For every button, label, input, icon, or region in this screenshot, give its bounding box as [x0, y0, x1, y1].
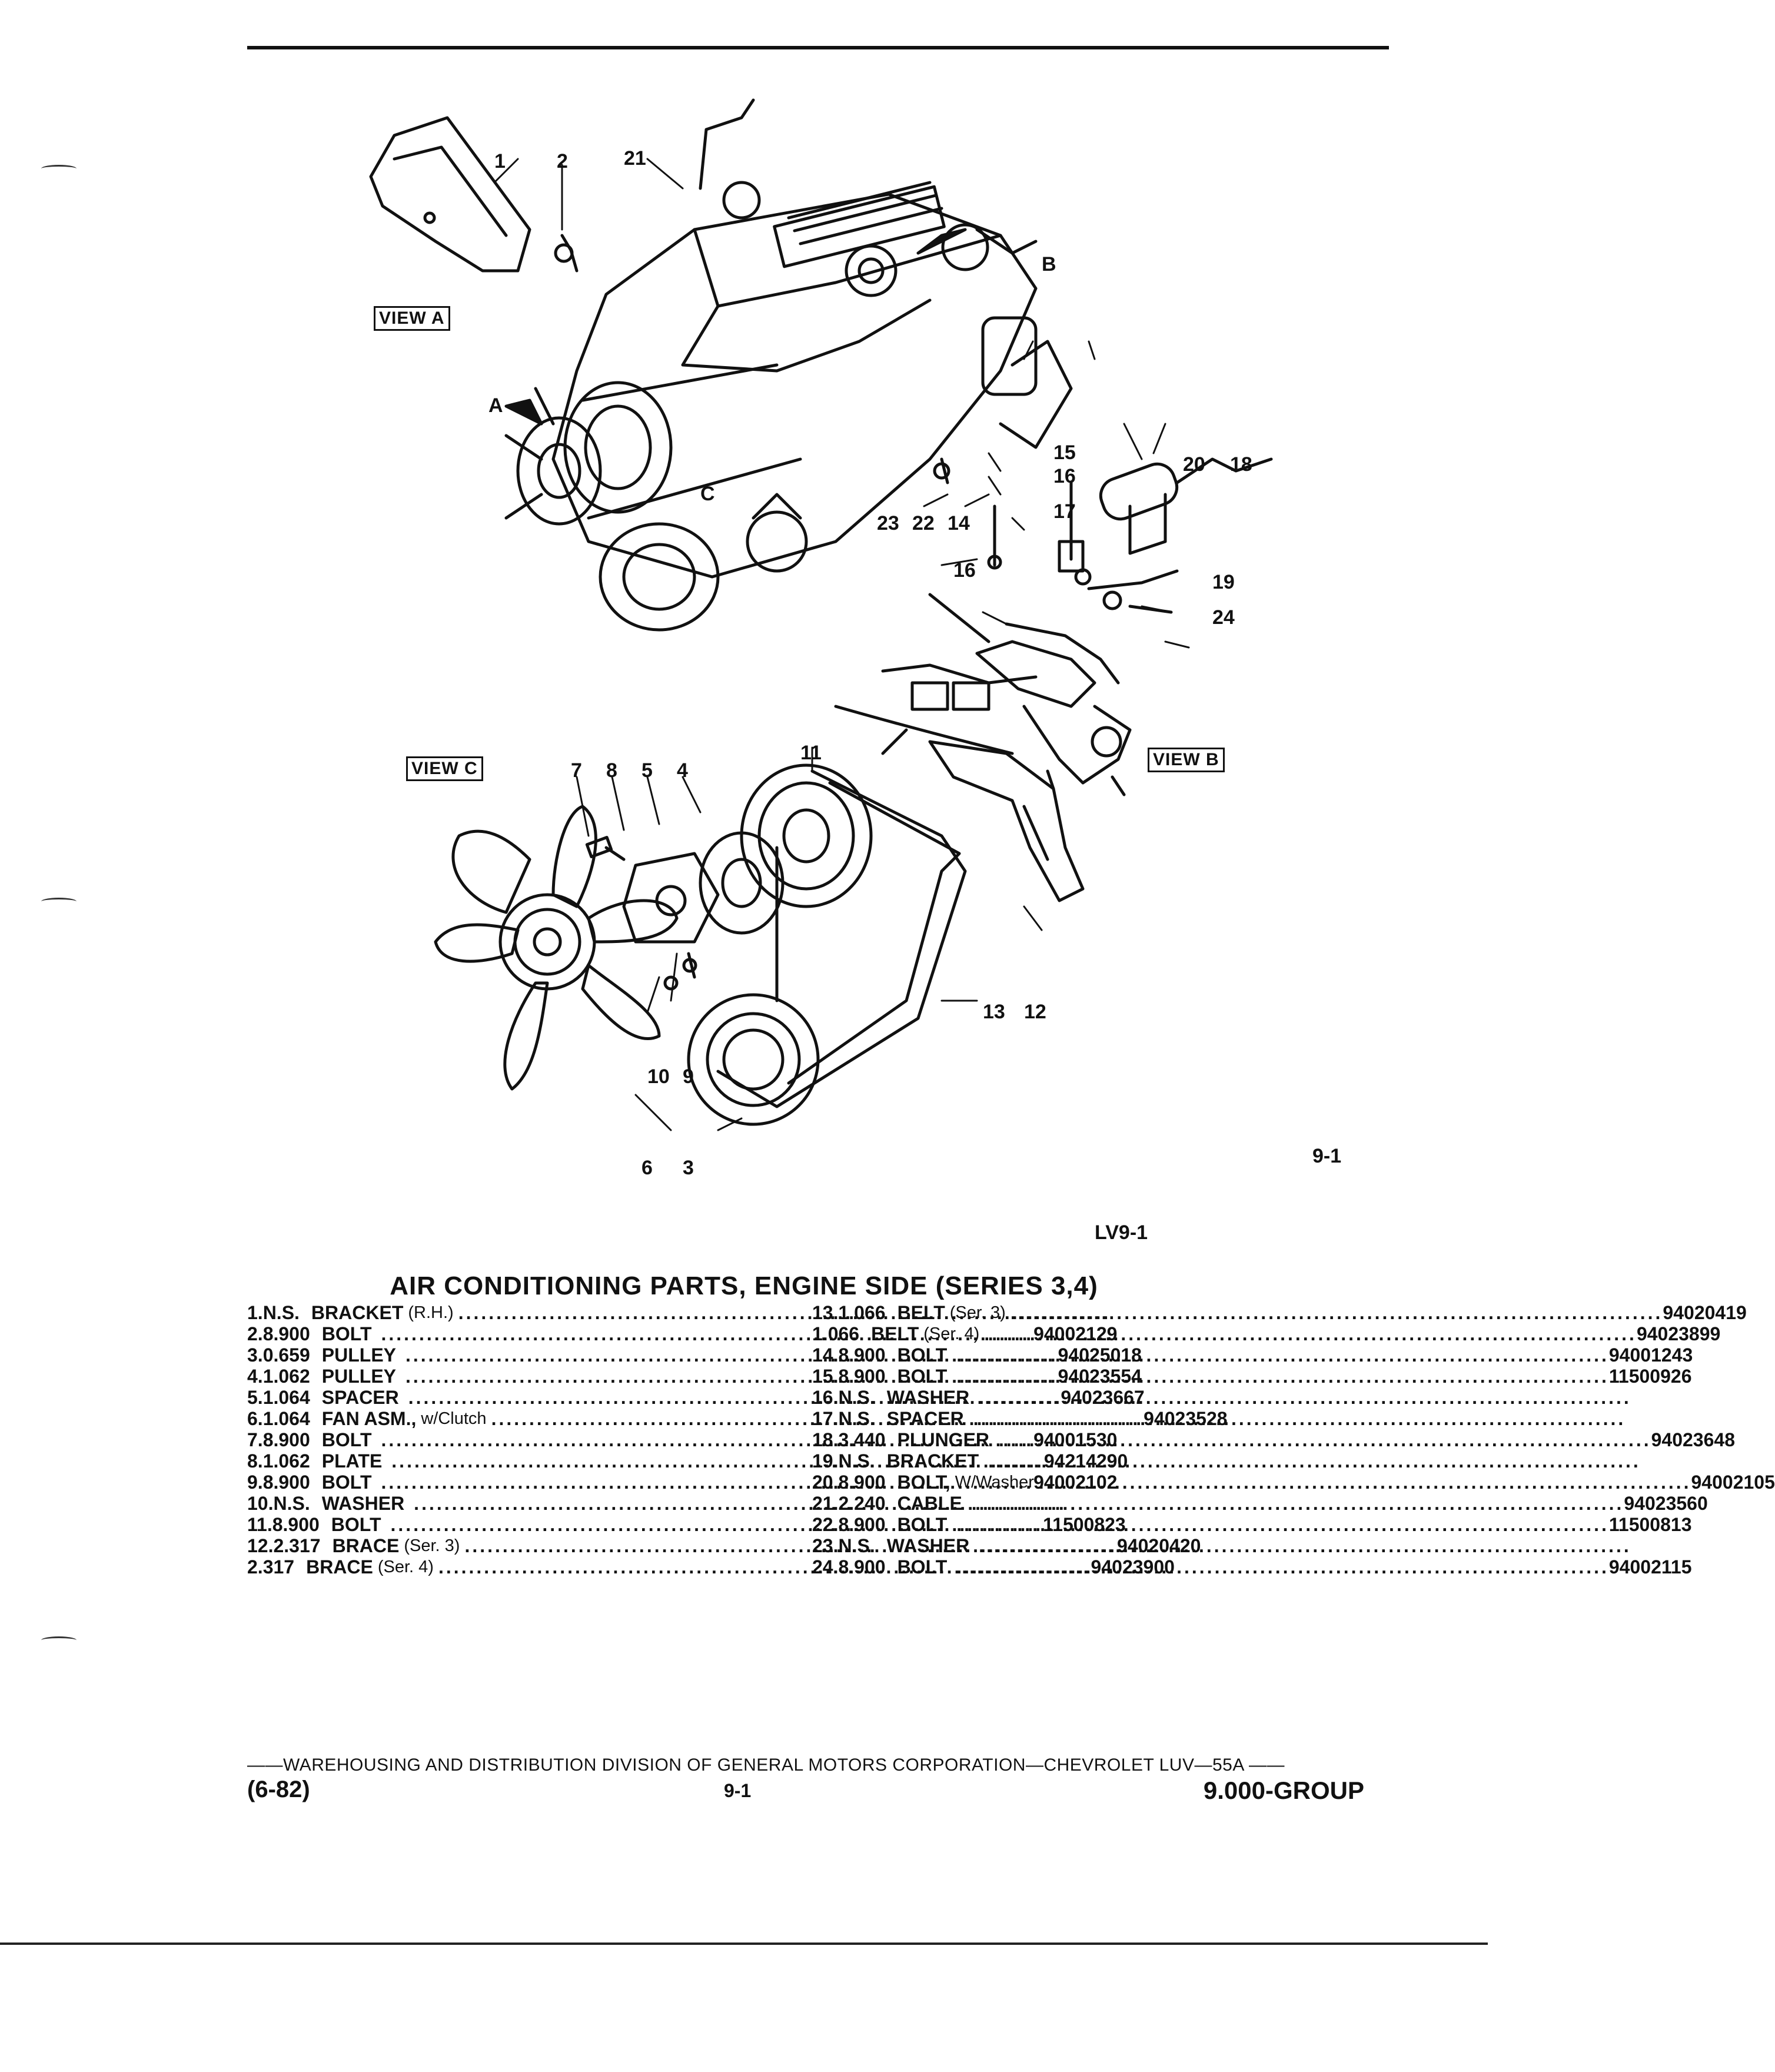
part-note: (R.H.) — [408, 1303, 454, 1322]
part-name: BOLT — [321, 1323, 372, 1344]
part-name: BELT — [897, 1302, 945, 1323]
part-name: SPACER — [321, 1387, 399, 1408]
callout: 23 — [877, 512, 899, 534]
footer-date: (6-82) — [247, 1777, 310, 1802]
callout: 21 — [624, 147, 646, 170]
part-note: (Ser. 3) — [949, 1303, 1006, 1322]
top-rule — [247, 46, 1389, 49]
part-name: PLATE — [321, 1450, 383, 1472]
group-code: 8.900 — [838, 1472, 886, 1493]
callout: 22 — [912, 512, 935, 534]
callout: 1 — [494, 150, 506, 172]
callout: 16 — [953, 559, 976, 582]
part-description — [898, 1366, 1692, 1387]
part-number: 11500813 — [1608, 1514, 1692, 1535]
leader-dots — [979, 1387, 1631, 1408]
group-code: 8.900 — [838, 1344, 886, 1366]
part-number: 11500926 — [1608, 1366, 1692, 1387]
parts-row — [812, 1535, 1389, 1556]
item-number: 10. — [247, 1493, 274, 1514]
item-number: 11. — [247, 1514, 272, 1535]
part-number: 94001530 — [1033, 1429, 1118, 1450]
item-number: 5. — [247, 1387, 263, 1408]
item-number: 6. — [247, 1408, 263, 1429]
parts-row — [812, 1344, 1693, 1366]
group-code: N.S. — [838, 1450, 875, 1472]
item-number: 13. — [812, 1302, 839, 1323]
group-code: 1.066 — [812, 1323, 860, 1344]
view-b-label: VIEW B — [1148, 748, 1225, 772]
parts-row — [812, 1302, 1747, 1323]
group-code: 3.440 — [838, 1429, 886, 1450]
group-code: N.S. — [838, 1387, 875, 1408]
item-number: 19. — [812, 1450, 839, 1472]
group-code: 8.900 — [262, 1429, 310, 1450]
callout: A — [488, 394, 503, 417]
group-code: N.S. — [262, 1302, 300, 1323]
group-code: 2.240 — [838, 1493, 886, 1514]
parts-list-right — [812, 1302, 1775, 1578]
bolt-2-drawing — [562, 235, 577, 271]
part-number: 94214290 — [1043, 1450, 1128, 1472]
part-name: BOLT — [331, 1514, 381, 1535]
part-note: (Ser. 4) — [923, 1324, 980, 1343]
margin-mark — [41, 1636, 77, 1644]
callout: 18 — [1230, 453, 1252, 476]
item-number: 3. — [247, 1344, 263, 1366]
item-number: 15. — [812, 1366, 839, 1387]
part-note: W/Washer — [955, 1473, 1034, 1492]
part-number: 94002129 — [1033, 1323, 1118, 1344]
callout: 24 — [1212, 606, 1235, 629]
item-number: 2. — [247, 1323, 263, 1344]
group-code: 8.900 — [272, 1514, 320, 1535]
footer-division: ——WAREHOUSING AND DISTRIBUTION DIVISION OF GENERAL MOTORS CORPORATION—CHEVROLET LUV—55A —— — [247, 1755, 1285, 1775]
callout: C — [700, 483, 715, 505]
part-name: SPACER — [886, 1408, 964, 1429]
callout: 14 — [948, 512, 970, 534]
item-number: 16. — [812, 1387, 839, 1408]
callout: 2 — [557, 150, 568, 172]
parts-row — [812, 1408, 1389, 1429]
part-description — [898, 1429, 1735, 1450]
group-code: N.S. — [273, 1493, 310, 1514]
part-name: BOLT — [321, 1472, 372, 1493]
group-code: 1.062 — [262, 1450, 310, 1472]
part-number: 94002105 — [1691, 1472, 1775, 1493]
part-name: CABLE — [897, 1493, 962, 1514]
group-code: 8.900 — [262, 1323, 310, 1344]
part-description — [898, 1514, 1692, 1535]
part-name: BOLT — [897, 1556, 948, 1578]
leader-dots — [956, 1514, 1609, 1535]
part-note: (Ser. 4) — [377, 1558, 434, 1576]
part-description — [887, 1408, 1626, 1429]
callout: 4 — [677, 759, 688, 782]
leader-dots — [973, 1408, 1626, 1429]
pulley-assembly-drawing — [506, 365, 806, 630]
part-number: 94023528 — [1144, 1408, 1228, 1429]
part-name: PLUNGER — [897, 1429, 990, 1450]
callout: 12 — [1024, 1001, 1046, 1023]
item-number: 7. — [247, 1429, 263, 1450]
part-number: 94023560 — [1624, 1493, 1708, 1514]
part-number: 94025018 — [1058, 1344, 1142, 1366]
part-description — [898, 1493, 1708, 1514]
footer-group: 9.000-GROUP — [1203, 1777, 1364, 1804]
figure-code: LV9-1 — [1095, 1221, 1148, 1244]
item-number: 9. — [247, 1472, 263, 1493]
parts-row — [812, 1429, 1735, 1450]
callout: B — [1042, 253, 1056, 275]
part-name: BELT — [871, 1323, 919, 1344]
part-number: 94023648 — [1651, 1429, 1735, 1450]
callout: 6 — [641, 1157, 653, 1179]
view-a-arrow — [506, 400, 541, 424]
callout: 19 — [1212, 571, 1235, 593]
callout: 8 — [606, 759, 617, 782]
item-number: 23. — [812, 1535, 839, 1556]
item-number: 1. — [247, 1302, 263, 1323]
group-code: 1.064 — [262, 1408, 310, 1429]
part-name: BRACE — [332, 1535, 400, 1556]
leader-dots — [1011, 1302, 1663, 1323]
callout: 5 — [641, 759, 653, 782]
bracket-drawing — [371, 118, 530, 271]
part-number: 11500823 — [1043, 1514, 1126, 1535]
part-name: WASHER — [886, 1535, 970, 1556]
group-code: N.S. — [838, 1408, 875, 1429]
leader-dots — [988, 1450, 1641, 1472]
diagram-drawing — [330, 94, 1365, 1224]
group-code: 8.900 — [838, 1366, 886, 1387]
group-code: 2.317 — [273, 1535, 321, 1556]
part-number: 94002115 — [1608, 1556, 1692, 1578]
part-number: 94020419 — [1663, 1302, 1747, 1323]
exploded-parts-diagram — [330, 94, 1365, 1224]
leader-dots — [972, 1493, 1624, 1514]
item-number: 18. — [812, 1429, 839, 1450]
footer-page-number: 9-1 — [724, 1780, 752, 1801]
part-description — [898, 1302, 1747, 1323]
parts-row — [812, 1387, 1389, 1408]
leader-lines — [494, 159, 1189, 1130]
item-number: 21. — [812, 1493, 839, 1514]
item-number: 24. — [812, 1556, 839, 1578]
part-name: BRACKET — [311, 1302, 404, 1323]
parts-list-title: AIR CONDITIONING PARTS, ENGINE SIDE (SERIES 3,4) — [390, 1271, 1098, 1300]
leader-dots — [956, 1344, 1609, 1366]
item-number: 20. — [812, 1472, 839, 1493]
part-name: BRACE — [306, 1556, 373, 1578]
part-name: BRACKET — [886, 1450, 979, 1472]
parts-row — [812, 1556, 1692, 1578]
part-name: BOLT — [897, 1366, 948, 1387]
parts-row — [812, 1366, 1692, 1387]
part-name: WASHER — [321, 1493, 405, 1514]
part-number: 94020420 — [1117, 1535, 1201, 1556]
part-description — [887, 1450, 1641, 1472]
part-note: w/Clutch — [421, 1409, 487, 1428]
part-description — [871, 1323, 1720, 1344]
item-number: 22. — [812, 1514, 839, 1535]
fan-pulley-drawing — [436, 730, 1083, 1124]
callout: 10 — [647, 1065, 670, 1088]
group-code: N.S. — [838, 1535, 875, 1556]
leader-dots — [984, 1323, 1637, 1344]
leader-dots — [1039, 1472, 1691, 1493]
leader-dots — [979, 1535, 1631, 1556]
item-number: 8. — [247, 1450, 263, 1472]
part-description — [898, 1472, 1775, 1493]
part-name: FAN ASM., — [321, 1408, 417, 1429]
parts-row — [812, 1450, 1389, 1472]
callout: 3 — [683, 1157, 694, 1179]
part-number: 94023554 — [1058, 1366, 1142, 1387]
group-code: 0.659 — [262, 1344, 310, 1366]
parts-row — [812, 1493, 1708, 1514]
part-note: (Ser. 3) — [404, 1536, 460, 1555]
part-name: BOLT, — [897, 1472, 950, 1493]
part-number: 94001243 — [1608, 1344, 1693, 1366]
callout: 11 — [800, 742, 822, 764]
margin-mark — [41, 165, 77, 172]
parts-row — [812, 1514, 1692, 1535]
group-code: 2.317 — [247, 1556, 295, 1578]
bottom-rule — [0, 1942, 1488, 1945]
item-number: 4. — [247, 1366, 263, 1387]
parts-row — [247, 1493, 789, 1514]
part-name: BOLT — [321, 1429, 372, 1450]
item-number: 14. — [812, 1344, 839, 1366]
item-number: 12. — [247, 1535, 274, 1556]
part-description — [898, 1344, 1693, 1366]
parts-row — [247, 1302, 789, 1323]
figure-number: 9-1 — [1312, 1145, 1342, 1167]
parts-row — [812, 1472, 1775, 1493]
part-name: BOLT — [897, 1344, 948, 1366]
group-code: 1.064 — [262, 1387, 310, 1408]
part-number: 94023667 — [1061, 1387, 1145, 1408]
group-code: 1.066 — [838, 1302, 886, 1323]
callout: 9 — [683, 1065, 694, 1088]
part-description — [898, 1556, 1692, 1578]
part-number: 94023899 — [1636, 1323, 1721, 1344]
parts-row — [812, 1323, 1721, 1344]
part-name: BOLT — [897, 1514, 948, 1535]
callout: 20 — [1183, 453, 1205, 476]
part-number: 94002102 — [1033, 1472, 1118, 1493]
callout: 13 — [983, 1001, 1005, 1023]
callout: 16 — [1053, 465, 1076, 487]
part-number: 94023900 — [1091, 1556, 1175, 1578]
group-code: 1.062 — [262, 1366, 310, 1387]
view-c-label: VIEW C — [406, 756, 483, 781]
view-a-label: VIEW A — [374, 306, 450, 331]
group-code: 8.900 — [262, 1472, 310, 1493]
item-number: 17. — [812, 1408, 839, 1429]
part-name: WASHER — [886, 1387, 970, 1408]
group-code: 8.900 — [838, 1556, 886, 1578]
margin-mark — [41, 898, 77, 905]
part-name: PULLEY — [321, 1344, 396, 1366]
leader-dots — [956, 1556, 1609, 1578]
part-name: PULLEY — [321, 1366, 396, 1387]
part-description — [887, 1535, 1631, 1556]
leader-dots — [999, 1429, 1651, 1450]
callout: 15 — [1053, 441, 1076, 464]
group-code: 8.900 — [838, 1514, 886, 1535]
callout: 7 — [571, 759, 582, 782]
callout: 17 — [1053, 500, 1076, 523]
leader-dots — [956, 1366, 1609, 1387]
part-description — [887, 1387, 1631, 1408]
